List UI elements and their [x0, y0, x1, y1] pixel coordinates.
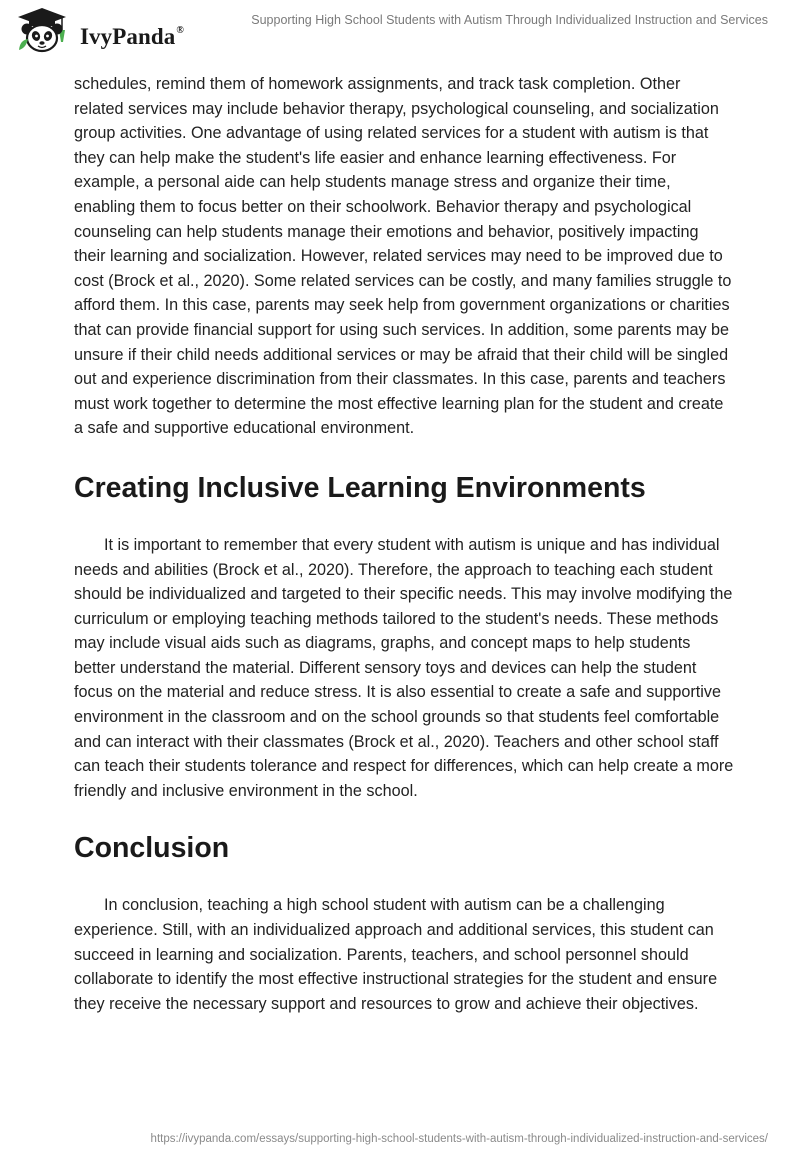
essay-content	[74, 72, 734, 1016]
footer-source-url[interactable]: https://ivypanda.com/essays/supporting-high-school-students-with-autism-through-individualized-instruction-and-services/	[150, 1133, 768, 1145]
document-title: Supporting High School Students with Autism Through Individualized Instruction and Services	[251, 13, 768, 27]
page-header	[0, 0, 800, 60]
brand-name	[80, 24, 184, 50]
section-heading-conclusion: Conclusion	[74, 832, 230, 865]
registered-mark: ®	[176, 25, 184, 37]
panda-graduation-cap-icon	[14, 6, 70, 54]
body-paragraph-2: It is important to remember that every student with autism is unique and has individual needs and abilities (Brock et al., 2020). Therefore, the approach to teaching each student should be individualized and targeted to their specific needs. This may involve modifying the curriculum or employing teaching methods tailored to the student's needs. These methods may include visual aids such as diagrams, graphs, and concept maps to help students better understand the material. Different sensory toys and devices can help the student focus on the material and reduce stress. It is also essential to create a safe and supportive environment in the classroom and on the school grounds so that students feel comfortable and can interact with their classmates (Brock et al., 2020). Teachers and other school staff can teach their students tolerance and respect for differences, which can help create a more friendly and inclusive environment in the school.	[74, 535, 734, 800]
ivypanda-logo[interactable]	[14, 6, 204, 54]
brand-name-text: IvyPanda	[80, 24, 176, 49]
body-paragraph-3: In conclusion, teaching a high school student with autism can be a challenging experience. Still, with an individualized approach and additional services, this student can succeed in learning and socialization. Parents, teachers, and school personnel should collaborate to identify the most effective instructional strategies for the student and ensure they receive the necessary support and resources to grow and achieve their objectives.	[74, 896, 718, 1013]
section-heading-inclusive: Creating Inclusive Learning Environments	[74, 471, 646, 504]
body-paragraph-1: schedules, remind them of homework assignments, and track task completion. Other related services may include behavior therapy, psychological counseling, and socialization group activities. One advantage of using related services for a student with autism is that they can help make the student's life easier and enhance learning effectiveness. For example, a personal aide can help students manage stress and organize their time, enabling them to focus better on their schoolwork. Behavior therapy and psychological counseling can help students manage their emotions and behavior, positively impacting their learning and socialization. However, related services may need to be improved due to cost (Brock et al., 2020). Some related services can be costly, and many families struggle to afford them. In this case, parents may seek help from government organizations or charities that can provide financial support for using such services. In addition, some parents may be unsure if their child needs additional services or may be afraid that their child will be singled out and experience discrimination from their classmates. In this case, parents and teachers must work together to determine the most effective learning plan for the student and create a safe and supportive educational environment.	[74, 75, 732, 438]
